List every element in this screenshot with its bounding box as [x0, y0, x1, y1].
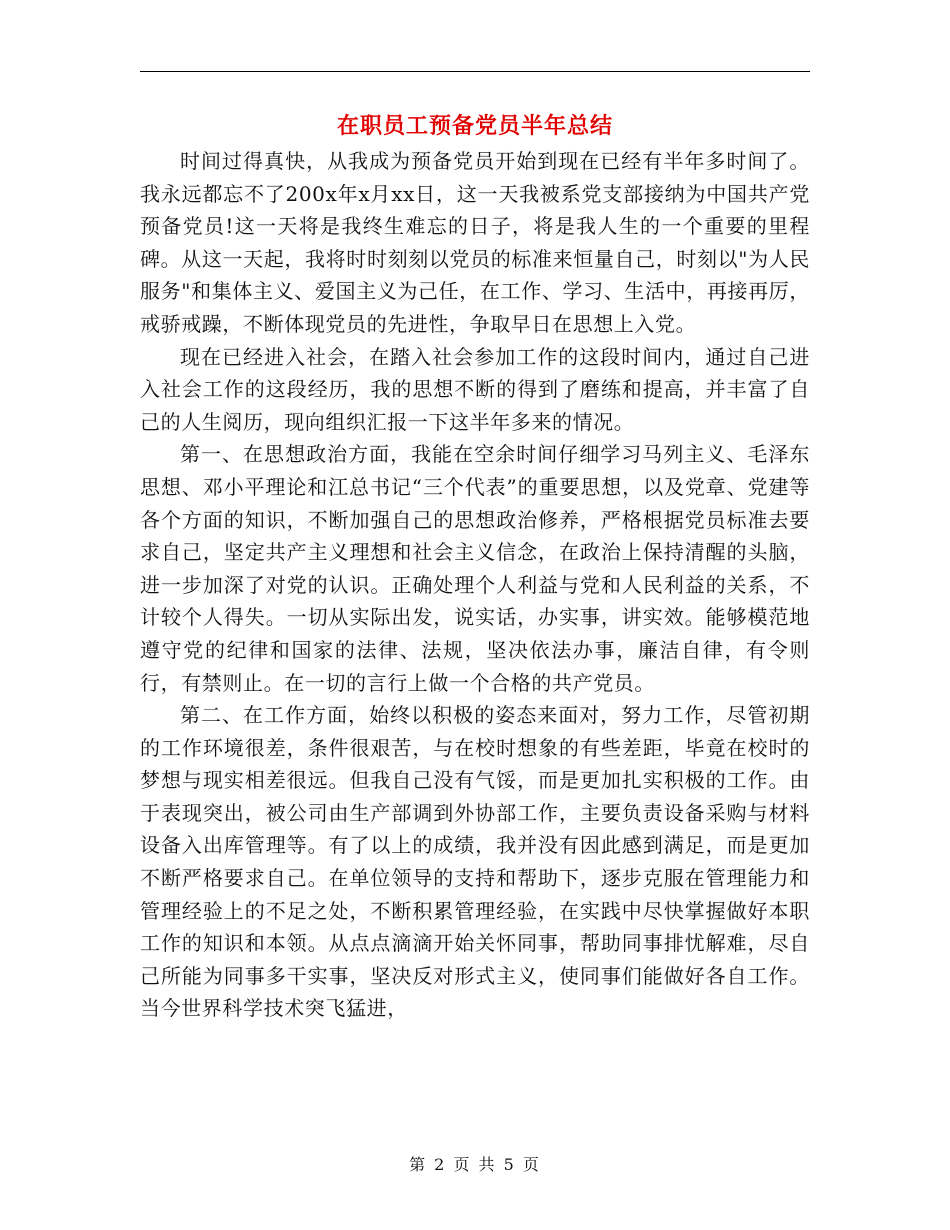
header-rule	[140, 71, 810, 72]
document-body	[140, 145, 810, 1025]
document-title: 在职员工预备党员半年总结	[336, 113, 613, 139]
paragraph: 第一、在思想政治方面，我能在空余时间仔细学习马列主义、毛泽东思想、邓小平理论和江总书记“三个代表”的重要思想，以及党章、党建等各个方面的知识，不断加强自己的思想政治修养，严格根据党员标准去要求自己，坚定共产主义理想和社会主义信念，在政治上保持清醒的头脑，进一步加深了对党的认识。正确处理个人利益与党和人民利益的关系，不计较个人得失。一切从实际出发，说实话，办实事，讲实效。能够模范地遵守党的纪律和国家的法律、法规，坚决依法办事，廉洁自律，有令则行，有禁则止。在一切的言行上做一个合格的共产党员。	[140, 442, 810, 695]
page-number-footer: 第 2 页 共 5 页	[409, 1155, 541, 1174]
paragraph: 第二、在工作方面，始终以积极的姿态来面对，努力工作，尽管初期的工作环境很差，条件很艰苦，与在校时想象的有些差距，毕竟在校时的梦想与现实相差很远。但我自己没有气馁，而是更加扎实积极的工作。由于表现突出，被公司由生产部调到外协部工作，主要负责设备采购与材料设备入出库管理等。有了以上的成绩，我并没有因此感到满足，而是更加不断严格要求自己。在单位领导的支持和帮助下，逐步克服在管理能力和管理经验上的不足之处，不断积累管理经验，在实践中尽快掌握做好本职工作的知识和本领。从点点滴滴开始关怀同事，帮助同事排忧解难，尽自己所能为同事多干实事，坚决反对形式主义，使同事们能做好各自工作。当今世界科学技术突飞猛进，	[140, 703, 810, 1021]
paragraph: 时间过得真快，从我成为预备党员开始到现在已经有半年多时间了。我永远都忘不了200x年x月xx日，这一天我被系党支部接纳为中国共产党预备党员!这一天将是我终生难忘的日子，将是我人生的一个重要的里程碑。从这一天起，我将时时刻刻以党员的标准来恒量自己，时刻以"为人民服务"和集体主义、爱国主义为己任，在工作、学习、生活中，再接再厉，戒骄戒躁，不断体现党员的先进性，争取早日在思想上入党。	[140, 149, 810, 336]
paragraph: 现在已经进入社会，在踏入社会参加工作的这段时间内，通过自己进入社会工作的这段经历，我的思想不断的得到了磨练和提高，并丰富了自己的人生阅历，现向组织汇报一下这半年多来的情况。	[140, 344, 810, 434]
